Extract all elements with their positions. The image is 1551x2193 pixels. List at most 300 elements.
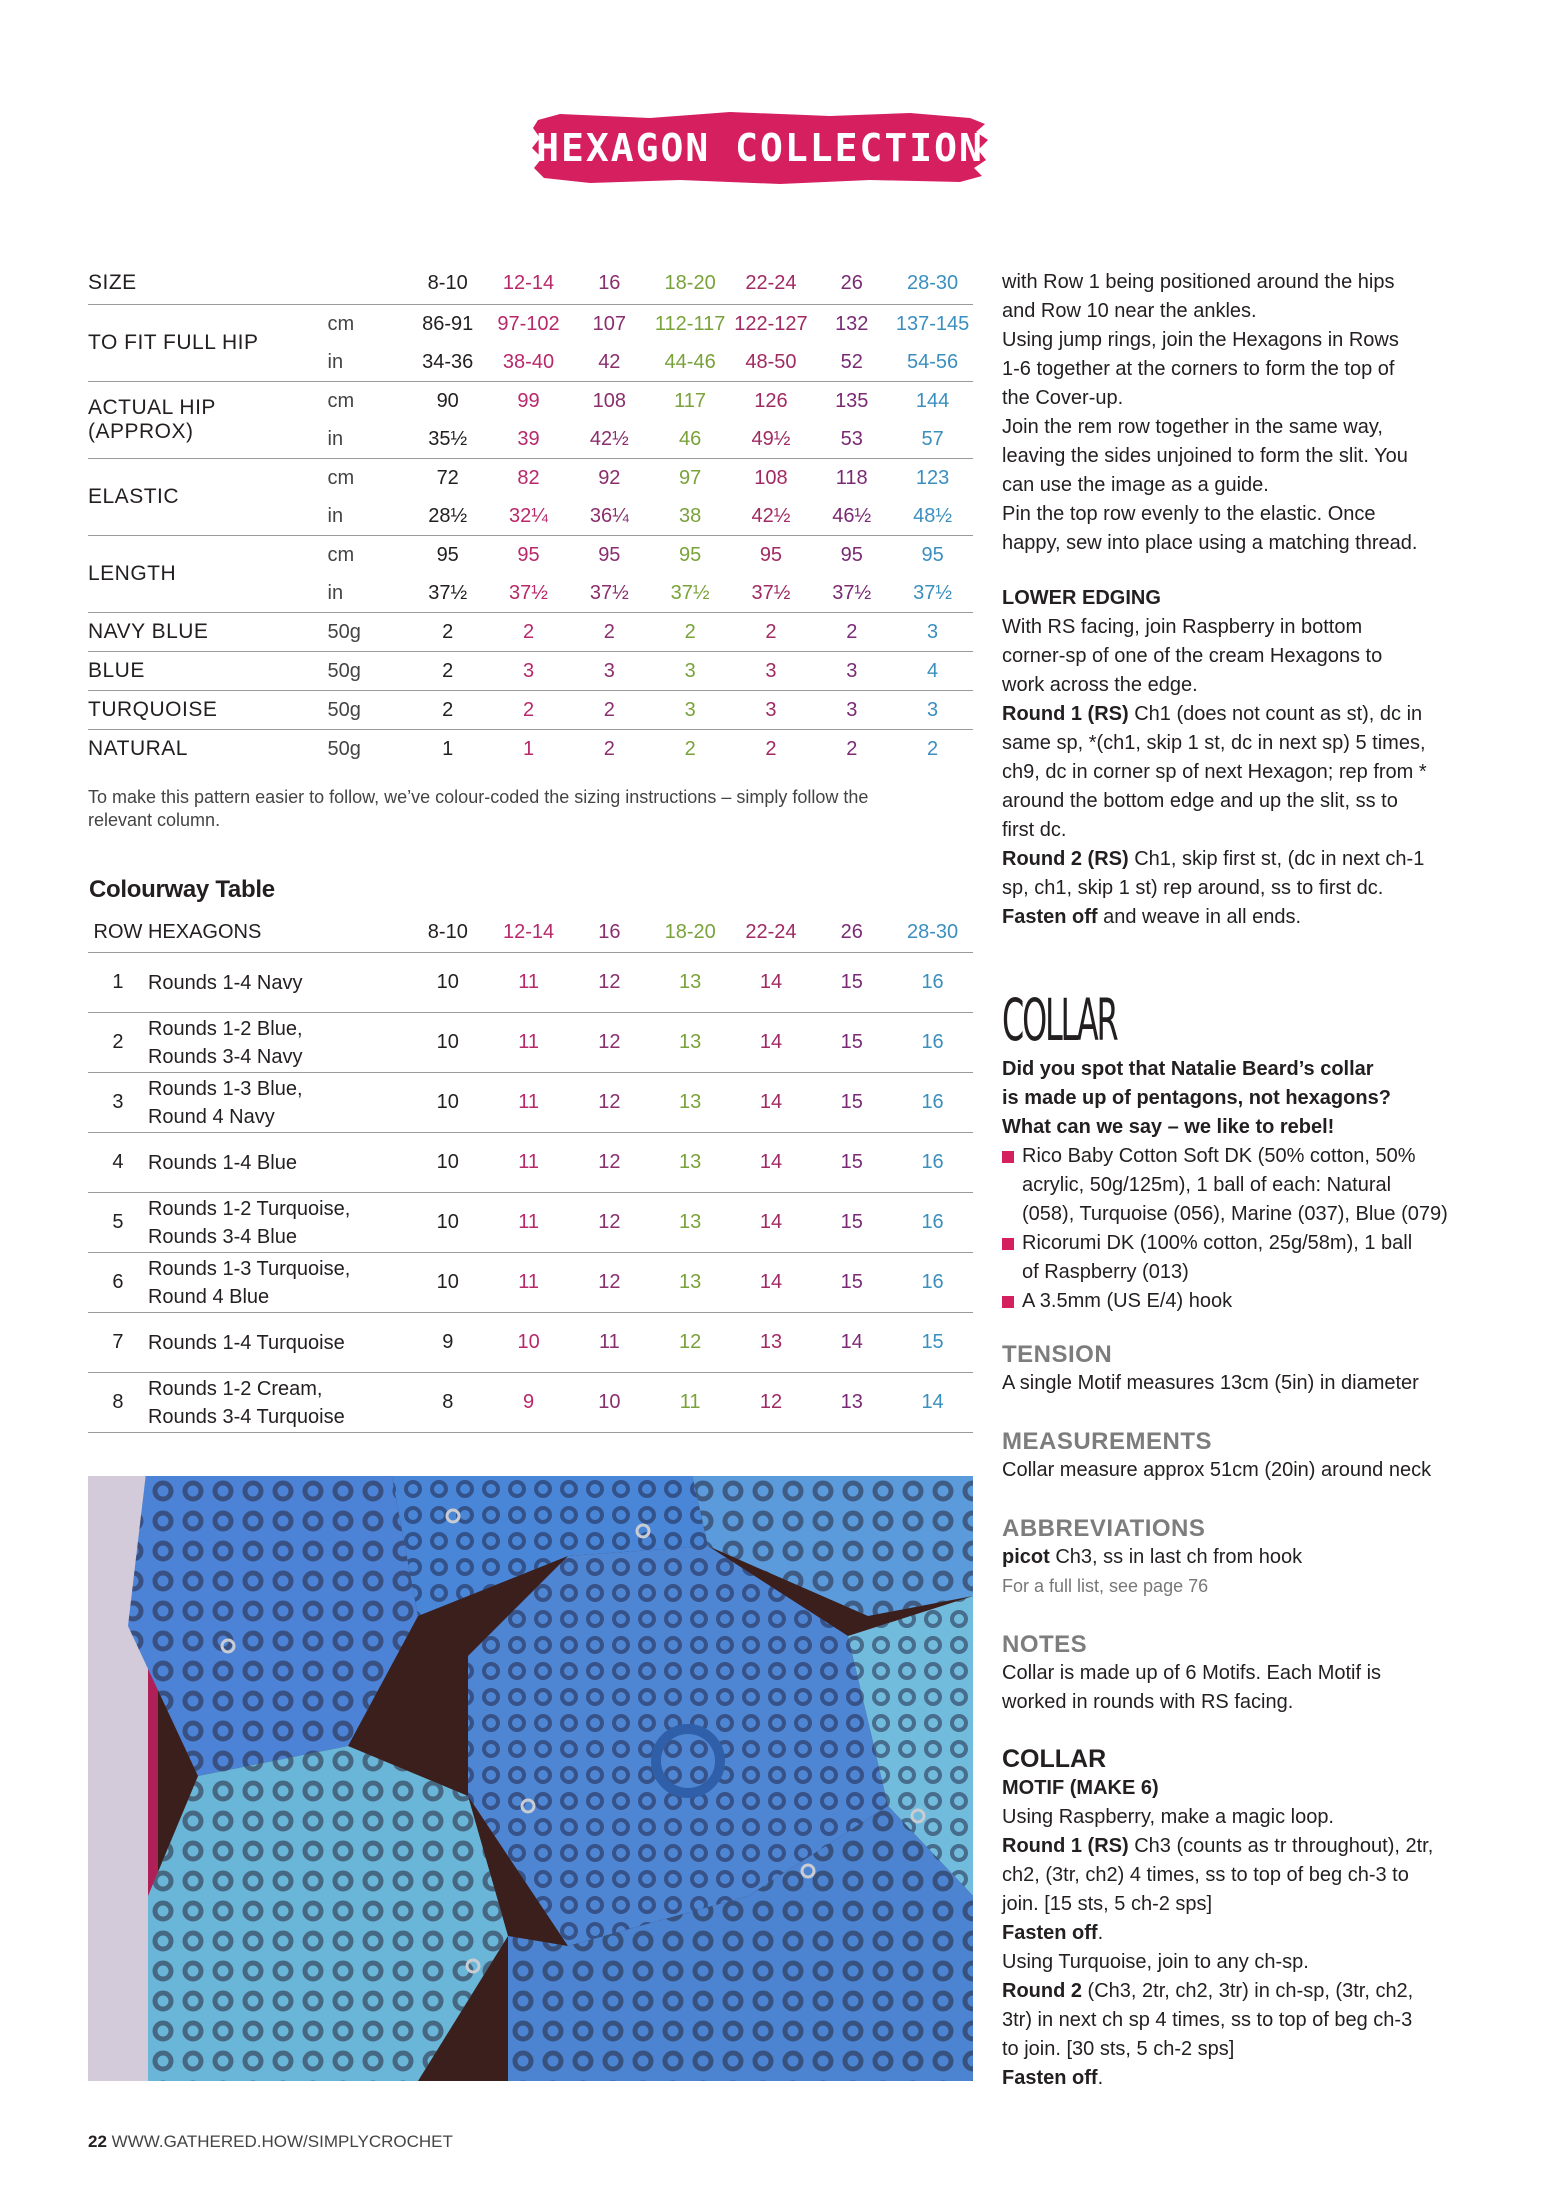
colourway-row [88, 1073, 973, 1133]
cell: 122-127 [731, 305, 812, 344]
cell: 12 [569, 1193, 650, 1253]
cell: 95 [569, 536, 650, 575]
cell: 16 [892, 953, 973, 1013]
round2-label: Round 2 [1002, 1980, 1082, 2002]
cell: 10 [569, 1373, 650, 1433]
cell: 37½ [751, 581, 791, 604]
text-line: Ch1 (does not count as st), dc in [1128, 703, 1423, 725]
unit: cm [328, 459, 408, 498]
page-title: HEXAGON COLLECTION [536, 126, 984, 170]
cell: 13 [650, 1133, 731, 1193]
size-col: 18-20 [664, 271, 716, 294]
cell: 48-50 [745, 350, 797, 373]
yarn-row-navy [88, 613, 973, 652]
size-col: 16 [598, 271, 621, 294]
cell: 28½ [428, 504, 468, 527]
row-label: BLUE [88, 652, 328, 691]
title-banner [530, 110, 990, 186]
yarn-row-turquoise [88, 691, 973, 730]
row-label: ELASTIC [88, 459, 328, 536]
footer-url: WWW.GATHERED.HOW/SIMPLYCROCHET [111, 2132, 453, 2151]
cell: 97-102 [488, 305, 569, 344]
colourway-row [88, 1253, 973, 1313]
colourway-table [88, 912, 973, 1433]
description-line: Rounds 3-4 Navy [147, 1045, 303, 1068]
text-line: around the bottom edge and up the slit, ss to [1002, 790, 1398, 812]
size-col: 8-10 [427, 271, 468, 294]
cell: 108 [569, 382, 650, 421]
fasten-label: Fasten off [1002, 2067, 1098, 2089]
abbreviation-line [1002, 1543, 1472, 1572]
cell: 14 [731, 1013, 812, 1073]
notes-heading: NOTES [1002, 1631, 1088, 1658]
fasten-line: Fasten off. [1002, 1922, 1104, 1944]
cell: 37½ [670, 581, 710, 604]
row-label: LENGTH [88, 536, 328, 613]
cell: 15 [811, 1133, 892, 1193]
cell: 15 [811, 1193, 892, 1253]
cell: 10 [407, 1133, 488, 1193]
header-hexagons: HEXAGONS [148, 912, 407, 953]
description-line: Rounds 1-2 Cream, [147, 1377, 323, 1400]
abbreviation-term: picot [1002, 1546, 1050, 1568]
unit: in [327, 350, 344, 373]
text-line: sp, ch1, skip 1 st) rep around, ss to first dc. [1002, 877, 1384, 899]
fasten-label: Fasten off [1002, 906, 1098, 928]
cell: 13 [731, 1313, 812, 1373]
description-line: Rounds 1-4 Navy [147, 971, 303, 994]
cell: 99 [488, 382, 569, 421]
cell: 12 [731, 1373, 812, 1433]
fasten-line [1002, 903, 1472, 932]
cell: 46 [679, 427, 702, 450]
cell: 11 [488, 1133, 569, 1193]
colourway-row [88, 953, 973, 1013]
cell: 13 [650, 953, 731, 1013]
row-label-line: (APPROX) [88, 420, 194, 443]
cell: 52 [840, 350, 863, 373]
cell: 3 [650, 691, 731, 730]
cell: 2 [407, 652, 488, 691]
description-line: Rounds 3-4 Turquoise [147, 1405, 345, 1428]
cell: 11 [488, 953, 569, 1013]
hexagon-description [148, 1313, 407, 1373]
colourway-row [88, 1313, 973, 1373]
text-line: can use the image as a guide. [1002, 474, 1269, 496]
collar-pattern-section [1002, 1745, 1472, 2093]
size-table [88, 262, 973, 768]
cell: 15 [811, 1073, 892, 1133]
cell: 112-117 [650, 305, 731, 344]
measurements-section [1002, 1427, 1472, 1485]
text-line: Using Turquoise, join to any ch-sp. [1002, 1951, 1309, 1973]
cell: 13 [811, 1373, 892, 1433]
description-line: Rounds 1-2 Turquoise, [147, 1197, 351, 1220]
cell: 3 [731, 652, 812, 691]
cell: 95 [650, 536, 731, 575]
cell: 107 [569, 305, 650, 344]
text-line: Ch3 (counts as tr throughout), 2tr, [1128, 1835, 1434, 1857]
text-line: With RS facing, join Raspberry in bottom [1002, 616, 1363, 638]
cell: 9 [407, 1313, 488, 1373]
cell: 118 [811, 459, 892, 498]
row-label: TURQUOISE [88, 691, 328, 730]
text-line: with Row 1 being positioned around the hips [1002, 271, 1395, 293]
cell: 57 [921, 427, 944, 450]
cell: 16 [892, 1253, 973, 1313]
cell: 10 [407, 1073, 488, 1133]
materials-item [1002, 1142, 1472, 1229]
actual-hip-cm-row [88, 382, 973, 421]
text-line: Pin the top row evenly to the elastic. Once [1002, 503, 1376, 525]
cell: 10 [407, 1013, 488, 1073]
cell: 10 [407, 1253, 488, 1313]
measurements-heading: MEASUREMENTS [1002, 1428, 1213, 1455]
unit: 50g [328, 613, 408, 652]
cell: 3 [650, 652, 731, 691]
size-header-row [88, 262, 973, 305]
cell: 123 [892, 459, 973, 498]
hexagon-description [148, 1133, 407, 1193]
yarn-row-blue [88, 652, 973, 691]
cell: 48½ [913, 504, 953, 527]
cell: 135 [811, 382, 892, 421]
round2-line [1002, 845, 1472, 874]
unit: 50g [328, 652, 408, 691]
unit: in [327, 581, 344, 604]
cell: 14 [731, 1073, 812, 1133]
cell: 13 [650, 1073, 731, 1133]
cell: 2 [811, 730, 892, 769]
hexagon-description [148, 1193, 407, 1253]
cell: 11 [488, 1193, 569, 1253]
cell: 137-145 [892, 305, 973, 344]
cell: 12 [650, 1313, 731, 1373]
cell: 95 [407, 536, 488, 575]
collar-section-heading: COLLAR [1002, 986, 1117, 1054]
crochet-hexagon-photo [88, 1476, 973, 2081]
hexagon-description [148, 1253, 407, 1313]
cell: 126 [731, 382, 812, 421]
cell: 4 [892, 652, 973, 691]
colourway-title: Colourway Table [89, 876, 275, 903]
size-col: 28-30 [892, 912, 973, 953]
length-cm-row [88, 536, 973, 575]
cell: 42½ [751, 504, 791, 527]
cell: 16 [892, 1073, 973, 1133]
cell: 95 [811, 536, 892, 575]
cell: 2 [569, 730, 650, 769]
row-number: 1 [88, 953, 148, 1013]
unit: in [327, 427, 344, 450]
cell: 82 [488, 459, 569, 498]
size-col: 26 [840, 271, 863, 294]
cell: 3 [892, 613, 973, 652]
cell: 11 [569, 1313, 650, 1373]
cell: 16 [892, 1133, 973, 1193]
row-number: 3 [88, 1073, 148, 1133]
materials-item [1002, 1229, 1472, 1287]
assembly-text [1002, 268, 1472, 558]
text-line: (058), Turquoise (056), Marine (037), Blue (079) [1022, 1203, 1448, 1225]
cell: 3 [811, 652, 892, 691]
intro-line: What can we say – we like to rebel! [1002, 1116, 1335, 1138]
abbreviations-section [1002, 1514, 1472, 1601]
cell: 2 [569, 613, 650, 652]
cell: 11 [488, 1013, 569, 1073]
description-line: Rounds 1-2 Blue, [147, 1017, 303, 1040]
cell: 86-91 [407, 305, 488, 344]
page-number: 22 [88, 2132, 107, 2151]
size-col: 8-10 [407, 912, 488, 953]
cell: 38 [679, 504, 702, 527]
cell: 13 [650, 1193, 731, 1253]
cell: 37½ [832, 581, 872, 604]
cell: 15 [811, 953, 892, 1013]
cell: 3 [569, 652, 650, 691]
cell: 14 [811, 1313, 892, 1373]
colour-code-note: To make this pattern easier to follow, we’ve colour-coded the sizing instructions – simply follow the relevant column. [88, 787, 869, 830]
measurements-text: Collar measure approx 51cm (20in) around neck [1002, 1459, 1432, 1481]
cell: 15 [892, 1313, 973, 1373]
cell: 72 [407, 459, 488, 498]
text-line: Ricorumi DK (100% cotton, 25g/58m), 1 ball [1022, 1232, 1413, 1254]
cell: 95 [731, 536, 812, 575]
size-col: 26 [811, 912, 892, 953]
row-number: 5 [88, 1193, 148, 1253]
cell: 16 [892, 1193, 973, 1253]
abbreviations-heading: ABBREVIATIONS [1002, 1515, 1206, 1542]
text-line: A 3.5mm (US E/4) hook [1022, 1290, 1233, 1312]
unit: in [327, 504, 344, 527]
cell: 54-56 [907, 350, 959, 373]
text-line: and Row 10 near the ankles. [1002, 300, 1257, 322]
cell: 39 [517, 427, 540, 450]
cell: 2 [650, 613, 731, 652]
cell: 11 [488, 1253, 569, 1313]
cell: 2 [731, 730, 812, 769]
cell: 15 [811, 1253, 892, 1313]
tension-heading: TENSION [1002, 1341, 1113, 1368]
unit: 50g [328, 691, 408, 730]
hexagon-description [148, 1073, 407, 1133]
text-line: of Raspberry (013) [1022, 1261, 1189, 1283]
cell: 34-36 [422, 350, 474, 373]
description-line: Rounds 1-3 Blue, [147, 1077, 303, 1100]
collar-heading: COLLAR [1002, 1745, 1107, 1773]
fasten-line: Fasten off. [1002, 2067, 1104, 2089]
collar-heading-block [1002, 986, 1472, 1054]
text-line: Rico Baby Cotton Soft DK (50% cotton, 50% [1022, 1145, 1416, 1167]
description-line: Rounds 1-4 Turquoise [147, 1331, 345, 1354]
size-col: 28-30 [907, 271, 959, 294]
cell: 53 [840, 427, 863, 450]
unit: cm [328, 305, 408, 344]
text-line: acrylic, 50g/125m), 1 ball of each: Natural [1022, 1174, 1392, 1196]
cell: 11 [488, 1073, 569, 1133]
text-line: Join the rem row together in the same way, [1002, 416, 1383, 438]
cell: 10 [407, 1193, 488, 1253]
cell: 2 [407, 613, 488, 652]
size-col: 18-20 [650, 912, 731, 953]
text-line: 3tr) in next ch sp 4 times, ss to top of beg ch-3 [1002, 2009, 1413, 2031]
abbreviations-more: For a full list, see page 76 [1002, 1576, 1209, 1596]
yarn-row-natural [88, 730, 973, 769]
colourway-row [88, 1193, 973, 1253]
round1-line [1002, 1832, 1472, 1861]
row-label: NAVY BLUE [88, 613, 328, 652]
round1-label: Round 1 (RS) [1002, 1835, 1129, 1857]
text-line: Using Raspberry, make a magic loop. [1002, 1806, 1334, 1828]
cell: 35½ [428, 427, 468, 450]
text-line: ch9, dc in corner sp of next Hexagon; rep from * [1002, 761, 1427, 783]
cell: 12 [569, 1133, 650, 1193]
row-number: 7 [88, 1313, 148, 1373]
cell: 2 [650, 730, 731, 769]
elastic-cm-row [88, 459, 973, 498]
cell: 14 [731, 1133, 812, 1193]
text-line: join. [15 sts, 5 ch-2 sps] [1002, 1893, 1213, 1915]
cell: 32¼ [509, 504, 548, 527]
row-label: NATURAL [88, 730, 328, 769]
row-number: 8 [88, 1373, 148, 1433]
size-col: 22-24 [745, 271, 797, 294]
cell: 13 [650, 1253, 731, 1313]
fasten-label: Fasten off [1002, 1922, 1098, 1944]
crochet-hexagons-illustration [88, 1476, 973, 2081]
colourway-header-row [88, 912, 973, 953]
colourway-row [88, 1013, 973, 1073]
intro-line: Did you spot that Natalie Beard’s collar [1002, 1058, 1374, 1080]
text-line: Using jump rings, join the Hexagons in Rows [1002, 329, 1399, 351]
row-label [88, 382, 328, 459]
cell: 8 [407, 1373, 488, 1433]
intro-line: is made up of pentagons, not hexagons? [1002, 1087, 1391, 1109]
cell: 44-46 [664, 350, 716, 373]
description-line: Rounds 1-4 Blue [147, 1151, 297, 1174]
text-line: same sp, *(ch1, skip 1 st, dc in next sp) 5 times, [1002, 732, 1426, 754]
cell: 117 [650, 382, 731, 421]
cell: 1 [407, 730, 488, 769]
lower-edging-section [1002, 584, 1472, 932]
round1-line [1002, 700, 1472, 729]
cell: 46½ [832, 504, 872, 527]
cell: 37½ [509, 581, 548, 604]
text-line: (Ch3, 2tr, ch2, 3tr) in ch-sp, (3tr, ch2, [1082, 1980, 1414, 2002]
cell: 144 [892, 382, 973, 421]
row-number: 4 [88, 1133, 148, 1193]
text-line: Collar is made up of 6 Motifs. Each Motif is [1002, 1662, 1382, 1684]
size-col: 12-14 [502, 271, 555, 294]
cell: 2 [731, 613, 812, 652]
description-line: Rounds 1-3 Turquoise, [147, 1257, 351, 1280]
cell: 38-40 [502, 350, 555, 373]
cell: 36¼ [589, 504, 629, 527]
cell: 3 [731, 691, 812, 730]
size-col: 22-24 [731, 912, 812, 953]
cell: 11 [650, 1373, 731, 1433]
lower-edging-heading: LOWER EDGING [1002, 587, 1161, 609]
text-line: the Cover-up. [1002, 387, 1124, 409]
cell: 92 [569, 459, 650, 498]
text-line: worked in rounds with RS facing. [1002, 1691, 1294, 1713]
cell: 49½ [751, 427, 791, 450]
text-line: happy, sew into place using a matching thread. [1002, 532, 1418, 554]
cell: 3 [488, 652, 569, 691]
size-col: 16 [569, 912, 650, 953]
unit: 50g [328, 730, 408, 769]
hexagon-description [148, 1373, 407, 1433]
abbreviation-def: Ch3, ss in last ch from hook [1049, 1546, 1303, 1568]
tension-section [1002, 1340, 1472, 1398]
description-line: Round 4 Navy [147, 1105, 275, 1128]
round1-label: Round 1 (RS) [1002, 703, 1129, 725]
cell: 14 [731, 953, 812, 1013]
notes-section [1002, 1630, 1472, 1717]
text-line: ch2, (3tr, ch2) 4 times, ss to top of beg ch-3 to [1002, 1864, 1409, 1886]
cell: 16 [892, 1013, 973, 1073]
row-number: 2 [88, 1013, 148, 1073]
cell: 10 [407, 953, 488, 1013]
hip-cm-row [88, 305, 973, 344]
collar-intro [1002, 1055, 1472, 1316]
cell: 12 [569, 1253, 650, 1313]
text-line: leaving the sides unjoined to form the slit. You [1002, 445, 1408, 467]
row-label-line: ACTUAL HIP [88, 396, 216, 419]
unit: cm [328, 382, 408, 421]
cell: 12 [569, 953, 650, 1013]
cell: 2 [892, 730, 973, 769]
colourway-row [88, 1373, 973, 1433]
cell: 10 [488, 1313, 569, 1373]
cell: 42½ [589, 427, 629, 450]
cell: 37½ [428, 581, 468, 604]
round2-line [1002, 1977, 1472, 2006]
size-label: SIZE [88, 271, 137, 294]
size-col: 12-14 [488, 912, 569, 953]
text-line: first dc. [1002, 819, 1067, 841]
cell: 15 [811, 1013, 892, 1073]
hexagon-description [148, 1013, 407, 1073]
cell: 95 [488, 536, 569, 575]
cell: 12 [569, 1013, 650, 1073]
cell: 14 [892, 1373, 973, 1433]
text-line: to join. [30 sts, 5 ch-2 sps] [1002, 2038, 1235, 2060]
cell: 90 [407, 382, 488, 421]
cell: 9 [488, 1373, 569, 1433]
text-line: work across the edge. [1002, 674, 1198, 696]
colourway-row [88, 1133, 973, 1193]
row-number: 6 [88, 1253, 148, 1313]
cell: 14 [731, 1253, 812, 1313]
cell: 13 [650, 1013, 731, 1073]
cell: 97 [650, 459, 731, 498]
cell: 108 [731, 459, 812, 498]
cell: 14 [731, 1193, 812, 1253]
row-label: TO FIT FULL HIP [88, 305, 328, 382]
cell: 95 [892, 536, 973, 575]
round2-label: Round 2 (RS) [1002, 848, 1129, 870]
cell: 2 [569, 691, 650, 730]
cell: 2 [407, 691, 488, 730]
cell: 132 [811, 305, 892, 344]
text-line: Ch1, skip first st, (dc in next ch-1 [1128, 848, 1425, 870]
cell: 2 [488, 691, 569, 730]
cell: 2 [811, 613, 892, 652]
header-row: ROW [88, 912, 148, 953]
cell: 37½ [913, 581, 953, 604]
text-line: 1-6 together at the corners to form the top of [1002, 358, 1395, 380]
